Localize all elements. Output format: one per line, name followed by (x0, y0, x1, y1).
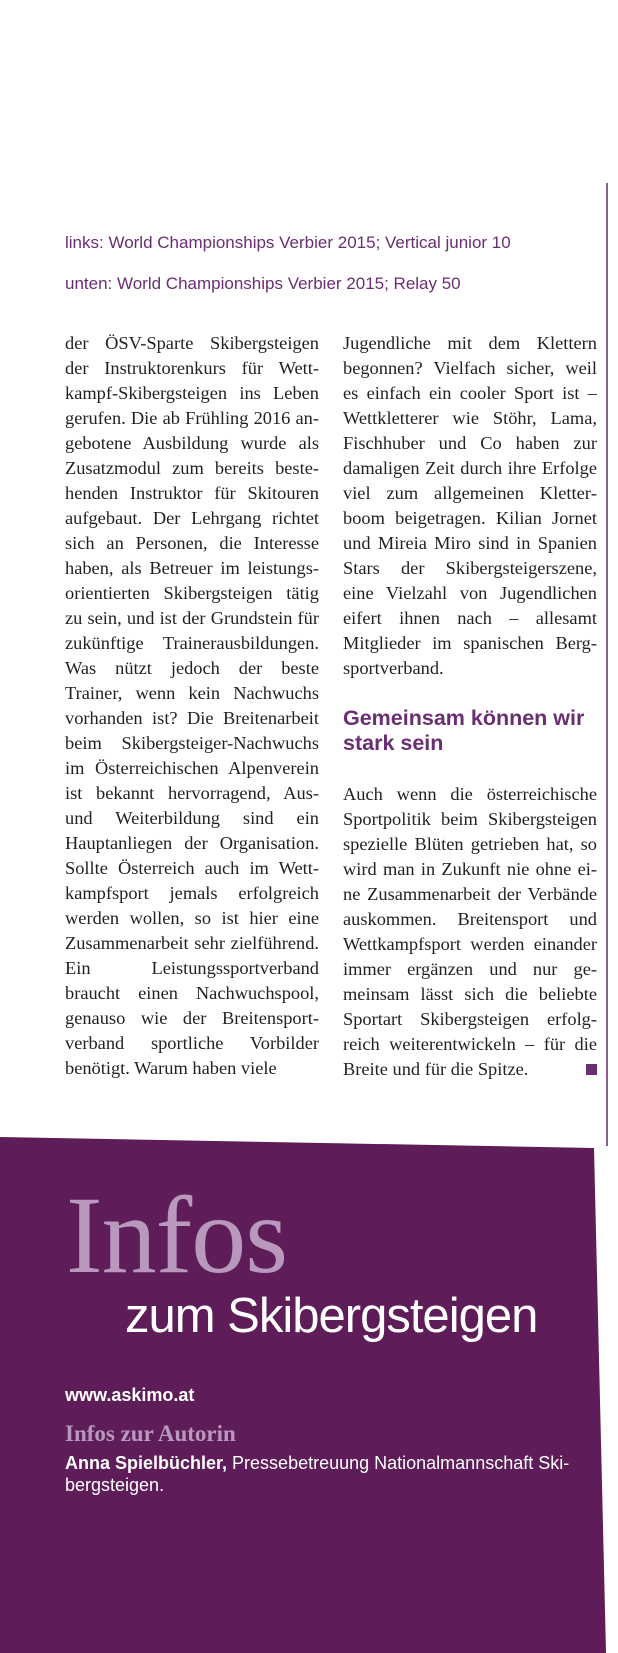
photo-caption-bottom: unten: World Championships Verbier 2015; Relay 50 (65, 274, 461, 293)
author-role: Pressebetreuung Nationalmannschaft Skibergsteigen. (65, 1453, 570, 1495)
author-heading: Infos zur Autorin (65, 1421, 236, 1446)
author-info (65, 1452, 575, 1496)
photo-caption-left: links: World Championships Verbier 2015; Vertical junior 10 (65, 233, 511, 252)
website-link[interactable]: www.askimo.at (65, 1385, 195, 1405)
article-subheading: Gemeinsam können wir stark sein (343, 706, 585, 755)
article-paragraph: der ÖSV-Sparte Skibergsteigen der Instruktorenkurs für Wettkampf-Skibergsteigen ins Leben gerufen. Die ab Frühling 2016 angebotene Ausbildung wurde als Zusatzmodul zum bereits bestehenden Instruktor für Skitouren aufgebaut. Der Lehrgang richtet sich an Personen, die Interesse haben, als Betreuer im leistungsorientierten Skibergsteigen tätig zu sein, und ist der Grundstein für zukünftige Trainerausbildungen. Was nützt jedoch der beste Trainer, wenn kein Nachwuchs vorhanden ist? Die Breitenarbeit beim Skibergsteiger-Nachwuchs im Österreichischen Alpenverein ist bekannt hervorragend, Aus- und Weiterbildung sind ein Hauptanliegen der Organisation. Sollte Österreich auch im Wettkampfsport jemals erfolgreich werden wollen, so ist hier eine Zusammenarbeit sehr zielführend. Ein Leistungssportverband braucht einen Nachwuchspool, genauso wie der Breitensportverband sportliche Vorbilder benötigt. Warum haben viele (65, 333, 319, 1078)
info-box-subtitle: zum Skibergsteigen (125, 1289, 538, 1343)
article-paragraph: Jugendliche mit dem Klettern begonnen? Vielfach sicher, weil es einfach ein cooler Sport ist – Wettkletterer wie Stöhr, Lama, Fischhuber und Co haben zur damaligen Zeit durch ihre Erfolge viel zum allgemeinen Kletterboom beigetragen. Kilian Jornet und Mireia Miro sind in Spanien Stars der Skibergsteigerszene, eine Vielzahl von Jugendlichen eifert ihnen nach – allesamt Mitglieder im spanischen Bergsportverband. (343, 333, 597, 678)
info-box-title: Infos (66, 1174, 288, 1296)
article-paragraph: Auch wenn die österreichische Sportpolitik beim Skibergsteigen spezielle Blüten getrieben hat, so wird man in Zukunft nie ohne eine Zusammenarbeit der Verbände auskommen. Breitensport und Wettkampfsport werden einander immer ergänzen und nur gemeinsam lässt sich die beliebte Sportart Skibergsteigen erfolgreich weiterentwickeln – für die Breite und für die Spitze. (343, 784, 597, 1079)
author-name: Anna Spielbüchler, (65, 1453, 228, 1473)
